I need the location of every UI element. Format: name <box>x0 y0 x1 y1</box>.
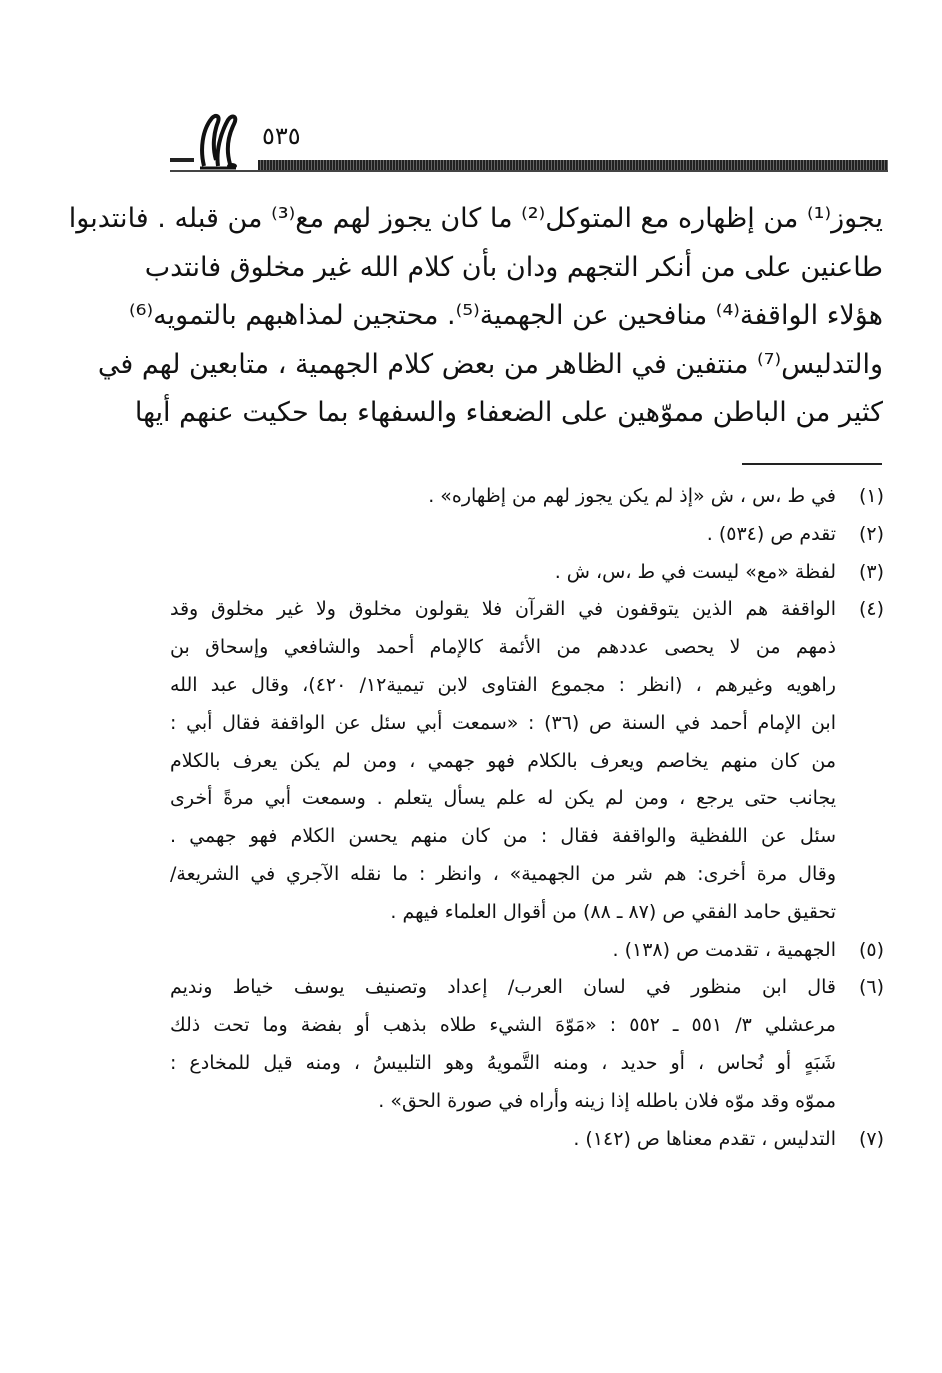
footnote-3 <box>170 554 884 592</box>
header-rule <box>258 160 888 170</box>
text-line: هؤلاء الواقفة⁽⁴⁾ منافحين عن الجهمية⁽⁵⁾. محتجين لمذاهبهم بالتمويه⁽⁶⁾ <box>129 300 883 331</box>
header-rule-left <box>170 158 194 162</box>
footnote-line: التدليس ، تقدم معناها ص (١٤٢) . <box>573 1127 836 1150</box>
footnote-number: (٣) <box>858 560 884 583</box>
footnote-line: ذمهم من لا يحصى عددهم من الأئمة كالإمام أحمد والشافعي وإسحاق بن <box>170 636 836 659</box>
text-line: يجوز⁽¹⁾ من إظهاره مع المتوكل⁽²⁾ ما كان يجوز لهم مع⁽³⁾ من قبله . فانتدبوا <box>68 203 883 234</box>
text-line: كثير من الباطن مموّهين على الضعفاء والسفهاء بما حكيت عنهم أيها <box>134 397 883 428</box>
footnote-line: شَبَهٍ أو نُحاس ، أو حديد ، ومنه التَّمويهُ وهو التلبيسُ ، ومنه قيل للمخادع : <box>170 1051 836 1074</box>
footnote-line: لفظة «مع» ليست في ط ،س، ش . <box>554 560 836 583</box>
footnote-line: الجهمية ، تقدمت ص (١٣٨) . <box>612 938 836 961</box>
page-number: ٥٣٥ <box>262 122 301 150</box>
footnote-separator <box>742 463 882 465</box>
footnote-number: (٢) <box>858 522 884 545</box>
footnote-line: سئل عن اللفظية والواقفة فقال : من كان منهم يحسن الكلام فهو جهمي . <box>170 825 836 848</box>
footnote-line: قال ابن منظور في لسان العرب/ إعداد وتصنيف يوسف خياط ونديم <box>170 976 836 999</box>
footnote-line: وقال مرة أخرى: هم شر من الجهمية» ، وانظر : ما نقله الآجري في الشريعة/ <box>170 862 836 885</box>
footnote-line: الواقفة هم الذين يتوقفون في القرآن فلا يقولون مخلوق ولا غير مخلوق وقد <box>170 598 836 621</box>
footnote-number: (١) <box>858 485 884 507</box>
footnote-1 <box>170 478 884 516</box>
footnote-4 <box>170 591 884 931</box>
footnote-5 <box>170 932 884 970</box>
footnote-line: من كان منهم يخاصم ويعرف بالكلام فهو جهمي ، ومن لم يكن يعرف بالكلام <box>170 749 836 772</box>
footnote-line: تحقيق حامد الفقي ص (٨٧ ـ ٨٨) من أقوال العلماء فيهم . <box>390 900 836 923</box>
footnote-6 <box>170 969 884 1120</box>
footnote-number: (٧) <box>858 1127 884 1150</box>
page-header <box>170 110 890 180</box>
footnote-line: في ط ،س ، ش «إذ لم يكن يجوز لهم من إظهاره» . <box>428 485 836 507</box>
footnote-number: (٥) <box>858 938 884 961</box>
footnote-line: مرعشلي ٣/ ٥٥١ ـ ٥٥٢ : «مَوّهَ الشيء طلاه بذهب أو بفضة وما تحت ذلك <box>170 1014 836 1037</box>
footnote-line: راهويه وغيرهم ، (انظر : مجموع الفتاوى لابن تيمية١٢/ ٤٢٠)، وقال عبد الله <box>170 673 836 696</box>
quill-ornament-icon <box>194 110 242 172</box>
footnote-line: تقدم ص (٥٣٤) . <box>706 522 836 545</box>
header-underline <box>170 170 888 172</box>
footnote-number: (٦) <box>858 976 884 999</box>
footnote-line: يجانب حتى يرجع ، ومن لم يكن له علم يسأل يتعلم . وسمعت أبي مرةً أخرى <box>170 787 836 810</box>
footnote-number: (٤) <box>858 598 884 621</box>
text-line: طاعنين على من أنكر التجهم ودان بأن كلام الله غير مخلوق فانتدب <box>144 251 883 283</box>
footnote-7 <box>170 1121 884 1159</box>
main-text <box>68 195 883 438</box>
footnotes <box>170 478 884 1158</box>
text-line: والتدليس⁽⁷⁾ منتفين في الظاهر من بعض كلام الجهمية ، متابعين لهم في <box>97 348 883 380</box>
footnote-line: ابن الإمام أحمد في السنة ص (٣٦) : «سمعت أبي سئل عن الواقفة فقال أبي : <box>170 711 836 734</box>
footnote-line: مموّه وقد موّه فلان باطله إذا زينه وأراه في صورة الحق» . <box>378 1089 836 1112</box>
footnote-2 <box>170 516 884 554</box>
